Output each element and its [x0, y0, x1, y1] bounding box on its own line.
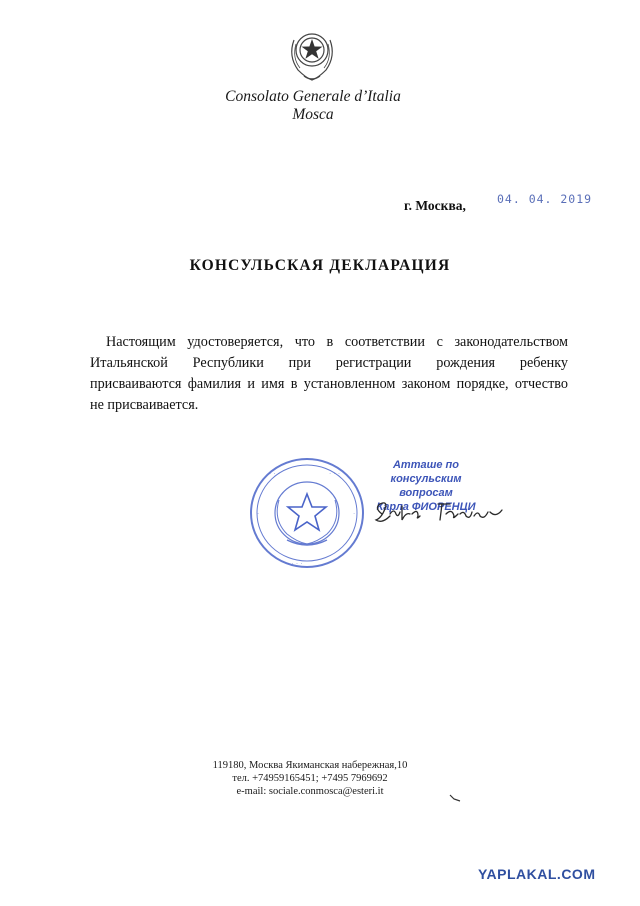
italian-emblem-icon [284, 22, 340, 84]
attache-title: Атташе по консульским [390, 459, 462, 485]
svg-text:· · · ·: · · · · [287, 560, 303, 568]
date-stamp: 04. 04. 2019 [497, 192, 593, 206]
svg-text:·: · [257, 510, 260, 518]
place-of-issue: г. Москва, [404, 198, 466, 213]
document-title: КОНСУЛЬСКАЯ ДЕКЛАРАЦИЯ [189, 257, 451, 274]
svg-text:· · ·: · · · [269, 470, 281, 478]
attache-title-cont: вопросам [399, 487, 453, 499]
attache-name: Карла ФИОРЕНЦИ [376, 501, 476, 513]
handwritten-signature-icon [372, 496, 508, 528]
consulate-city: Mosca [292, 106, 334, 123]
ink-mark-icon [448, 793, 462, 803]
body-line: Итальянской Республики при регистрации рождения ребенку [90, 355, 568, 371]
footer-address: 119180, Москва Якиманская набережная,10 [212, 760, 408, 771]
consulate-name: Consolato Generale d’Italia [225, 88, 401, 105]
footer-phones: тел. +74959165451; +7495 7969692 [232, 773, 388, 784]
consular-seal-stamp [247, 454, 367, 572]
svg-text:·: · [353, 510, 356, 518]
watermark: YAPLAKAL.COM [478, 866, 596, 882]
svg-text:· · ·: · · · [329, 470, 341, 478]
body-line: не присваивается. [90, 397, 199, 413]
declaration-body [90, 332, 568, 416]
footer-email: e-mail: sociale.conmosca@esteri.it [236, 786, 384, 797]
body-line: Настоящим удостоверяется, что в соответствии с законодательством [106, 334, 568, 350]
body-line: присваиваются фамилия и имя в установленном законом порядке, отчество [90, 376, 568, 392]
